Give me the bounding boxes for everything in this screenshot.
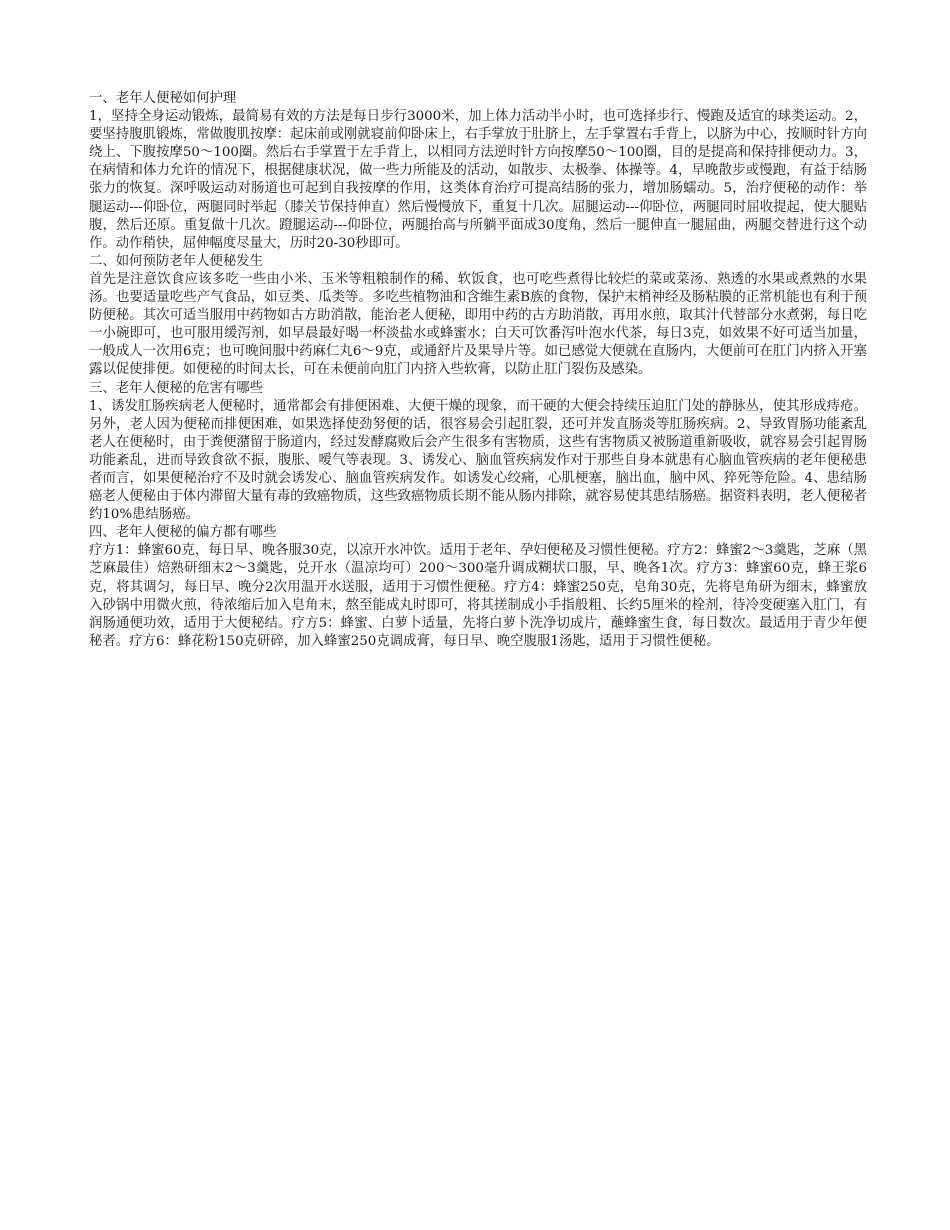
section-body: 1、诱发肛肠疾病老人便秘时，通常都会有排便困难、大便干燥的现象，而干硬的大便会持续压迫肛门处的静脉丛，使其形成痔疮。另外，老人因为便秘而排便困难，如果选择使劲努便的话，很容易会引起肛裂，还可并发直肠炎等肛肠疾病。2、导致胃肠功能紊乱老人在便秘时，由于粪便潴留于肠道内，经过发酵腐败后会产生很多有害物质，这些有害物质又被肠道重新吸收，就容易会引起胃肠功能紊乱，进而导致食欲不振，腹胀、嗳气等表现。3、诱发心、脑血管疾病发作对于那些自身本就患有心脑血管疾病的老年便秘患者而言，如果便秘治疗不及时就会诱发心、脑血管疾病发作。如诱发心绞痛，心肌梗塞，脑出血，脑中风、猝死等危险。4、患结肠癌老人便秘由于体内滞留大量有毒的致癌物质，这些致癌物质长期不能从肠内排除，就容易使其患结肠癌。据资料表明，老人便秘者约10%患结肠癌。	[89, 398, 867, 523]
section-heading: 三、老年人便秘的危害有哪些	[89, 380, 264, 396]
document-page	[89, 90, 867, 651]
section-heading: 一、老年人便秘如何护理	[89, 91, 237, 106]
section-body: 疗方1：蜂蜜60克，每日早、晚各服30克，以凉开水冲饮。适用于老年、孕妇便秘及习惯性便秘。疗方2：蜂蜜2～3羹匙，芝麻（黑芝麻最佳）焙熟研细末2～3羹匙，兑开水（温凉均可）200～300毫升调成糊状口服，早、晚各1次。疗方3：蜂蜜60克，蜂王浆6克，将其调匀，每日早、晚分2次用温开水送服，适用于习惯性便秘。疗方4：蜂蜜250克，皂角30克，先将皂角研为细末，蜂蜜放入砂锅中用微火煎，待浓缩后加入皂角末，熬至能成丸时即可，将其搓制成小手指般粗、长约5厘米的栓剂，待冷变硬塞入肛门，有润肠通便功效，适用于大便秘结。疗方5：蜂蜜、白萝卜适量，先将白萝卜洗净切成片，蘸蜂蜜生食，每日数次。最适用于青少年便秘者。疗方6：蜂花粉150克研碎，加入蜂蜜250克调成膏，每日早、晚空腹服1汤匙，适用于习惯性便秘。	[89, 543, 867, 649]
section-body: 1，坚持全身运动锻炼，最简易有效的方法是每日步行3000米，加上体力活动半小时，也可选择步行、慢跑及适宜的球类运动。2，要坚持腹肌锻炼，常做腹肌按摩：起床前或刚就寝前仰卧床上，右手掌放于肚脐上，左手掌置右手背上，以脐为中心，按顺时针方向绕上、下腹按摩50～100圈。然后右手掌置于左手背上，以相同方法逆时针方向按摩50～100圈，目的是提高和保持排便动力。3，在病情和体力允许的情况下，根据健康状况，做一些力所能及的活动，如散步、太极拳、体操等。4，早晚散步或慢跑，有益于结肠张力的恢复。深呼吸运动对肠道也可起到自我按摩的作用，这类体育治疗可提高结肠的张力，增加肠蠕动。5，治疗便秘的动作：举腿运动---仰卧位，两腿同时举起（膝关节保持伸直）然后慢慢放下，重复十几次。屈腿运动---仰卧位，两腿同时屈收提起，使大腿贴腹，然后还原。重复做十几次。蹬腿运动---仰卧位，两腿抬高与所躺平面成30度角，然后一腿伸直一腿屈曲，两腿交替进行这个动作。动作稍快，屈伸幅度尽量大，历时20-30秒即可。	[89, 109, 867, 251]
section-care	[89, 90, 867, 253]
section-prevention	[89, 253, 867, 380]
section-body: 首先是注意饮食应该多吃一些由小米、玉米等粗粮制作的稀、软饭食，也可吃些煮得比较烂的菜或菜汤、熟透的水果或煮熟的水果汤。也要适量吃些产气食品，如豆类、瓜类等。多吃些植物油和含维生素B族的食物，保护末梢神经及肠粘膜的正常机能也有利于预防便秘。其次可适当服用中药物如古方助消散，能治老人便秘，即用中药的古方助消散，再用水煎，取其汁代替部分水煮粥，每日吃一小碗即可，也可服用缓泻剂，如早晨最好喝一杯淡盐水或蜂蜜水；白天可饮番泻叶泡水代茶，每日3克，如效果不好可适当加量，一般成人一次用6克；也可晚间服中药麻仁丸6～9克，或通舒片及果导片等。如已感觉大便就在直肠内，大便前可在肛门内挤入开塞露以促使排便。如便秘的时间太长，可在未便前向肛门内挤入些软膏，以防止肛门裂伤及感染。	[89, 271, 867, 378]
section-heading: 二、如何预防老年人便秘发生	[89, 253, 264, 269]
section-heading: 四、老年人便秘的偏方都有哪些	[89, 525, 277, 541]
section-remedies	[89, 524, 867, 651]
section-harms	[89, 380, 867, 525]
